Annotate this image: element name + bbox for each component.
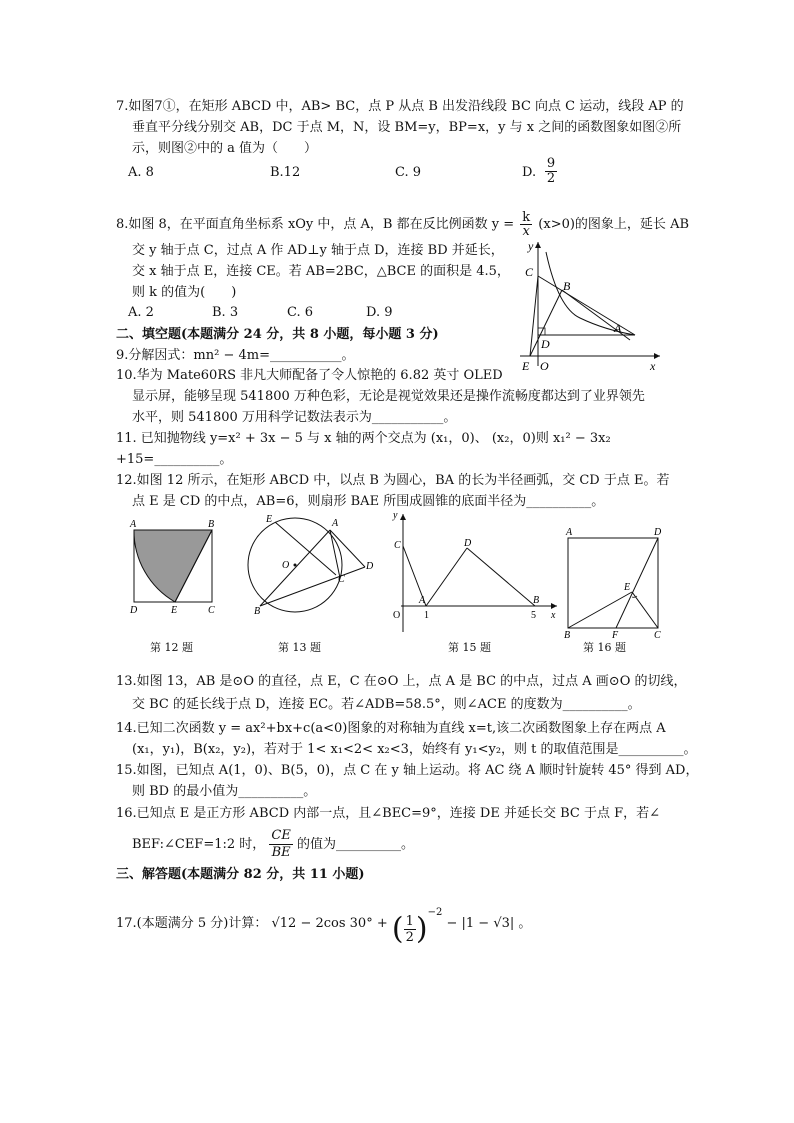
figure-13 — [240, 510, 380, 620]
q7-line-3: 示，则图②中的 a 值为（ ） — [132, 141, 318, 156]
q7-d-numerator: 9 — [546, 156, 556, 171]
q17-prefix: 17.(本题满分 5 分)计算： — [116, 916, 268, 931]
svg-text:C: C — [208, 605, 215, 616]
q7-line-2: 垂直平分线分别交 AB，DC 于点 M，N，设 BM=y，BP=x，y 与 x 之间的函数图象如图②所 — [132, 120, 682, 135]
svg-text:O: O — [282, 560, 290, 571]
figure-8 — [510, 238, 670, 373]
fig8-label-b: B — [563, 279, 571, 293]
q12-line-2: 点 E 是 CD 的中点，AB=6，则扇形 BAE 所围成圆锥的底面半径为__________。 — [132, 494, 605, 509]
q13-line-1: 13.如图 13，AB 是⊙O 的直径，点 E，C 在⊙O 上，点 A 是 BC 的中点，过点 A 画⊙O 的切线， — [116, 674, 687, 689]
fig8-label-a: A — [614, 321, 622, 335]
q8-line-4: 则 k 的值为( ) — [132, 285, 237, 300]
q8-fraction — [520, 211, 532, 238]
q7-line-1: 7.如图7①，在矩形 ABCD 中，AB> BC，点 P 从点 B 出发沿线段 BC 向点 C 运动，线段 AP 的 — [116, 99, 684, 114]
q8-option-d: D. 9 — [366, 305, 393, 320]
svg-text:B: B — [564, 630, 571, 639]
svg-text:A: A — [566, 527, 573, 538]
q17-paren-fraction: ( $\frac{1}{2}$ )$^{-2}$ — [391, 907, 443, 947]
svg-text:D: D — [464, 538, 472, 549]
svg-text:E: E — [171, 605, 178, 616]
q10-line-2: 显示屏，能够呈现 541800 万种色彩，无论是视觉效果还是操作流畅度都达到了业界领先 — [132, 389, 645, 404]
q8-line-2: 交 y 轴于点 C，过点 A 作 AD⊥y 轴于点 D，连接 BD 并延长， — [132, 243, 504, 258]
svg-text:F: F — [612, 630, 619, 639]
q8-line-1 — [116, 211, 689, 238]
fig8-label-c: C — [525, 265, 534, 279]
figure-15 — [385, 510, 565, 635]
q17-expr-1: √12 − 2cos 30° + — [271, 916, 388, 931]
svg-text:A: A — [419, 595, 426, 606]
svg-text:A: A — [332, 518, 339, 529]
q10-line-1: 10.华为 Mate60RS 非凡大师配备了令人惊艳的 6.82 英寸 OLED — [116, 368, 503, 383]
q16-line-2-a: BEF:∠CEF=1:2 时， — [132, 837, 266, 852]
q12-line-1: 12.如图 12 所示，在矩形 ABCD 中，以点 B 为圆心，BA 的长为半径画弧，交 CD 于点 E。若 — [116, 473, 670, 488]
caption-fig-12: 第 12 题 — [150, 641, 193, 654]
q15-line-1: 15.如图，已知点 A(1，0)、B(5，0)，点 C 在 y 轴上运动。将 AC 绕 A 顺时针旋转 45° 得到 AD， — [116, 763, 699, 778]
svg-text:C: C — [338, 574, 345, 585]
q15-line-2: 则 BD 的最小值为__________。 — [132, 784, 317, 799]
q7-option-d: D. — [522, 165, 537, 180]
q8-option-c: C. 6 — [287, 305, 314, 320]
q7-option-c: C. 9 — [395, 165, 422, 180]
svg-text:1: 1 — [424, 610, 429, 621]
svg-text:B: B — [533, 595, 540, 606]
q17-exponent: −2 — [427, 907, 443, 918]
q7-d-denominator: 2 — [546, 171, 556, 186]
q8-option-b: B. 3 — [212, 305, 239, 320]
svg-text:E: E — [266, 514, 273, 525]
q8-option-a: A. 2 — [128, 305, 154, 320]
section-3-title: 三、解答题(本题满分 82 分，共 11 小题) — [116, 867, 365, 882]
q11-line-1: 11. 已知抛物线 y=x² + 3x − 5 与 x 轴的两个交点为 (x₁，0)、 (x₂，0)则 x₁² − 3x₂ — [116, 431, 611, 446]
fig8-label-d: D — [541, 337, 550, 351]
q16-line-2-b: 的值为__________。 — [297, 837, 415, 852]
caption-fig-16: 第 16 题 — [583, 641, 626, 654]
q17-line — [116, 902, 531, 945]
svg-text:C: C — [654, 630, 661, 639]
figure-16 — [562, 524, 667, 639]
q16-line-1: 16.已知点 E 是正方形 ABCD 内部一点，且∠BEC=9°，连接 DE 并延长交 BC 于点 F，若∠ — [116, 806, 661, 821]
q11-line-2: +15=__________。 — [116, 452, 233, 467]
svg-text:B: B — [208, 519, 215, 530]
q8-frac-num: k — [522, 210, 531, 225]
q14-line-2: (x₁，y₁)，B(x₂，y₂)，若对于 1< x₁<2< x₂<3，始终有 y₁<y₂，则 t 的取值范围是__________。 — [132, 742, 697, 757]
fig8-label-o: O — [540, 359, 549, 373]
svg-text:E: E — [624, 582, 631, 593]
caption-fig-13: 第 13 题 — [278, 641, 321, 654]
q7-option-b: B.12 — [270, 165, 301, 180]
q14-line-1: 14.已知二次函数 y = ax²+bx+c(a<0)图象的对称轴为直线 x=t,该二次函数图象上存在两点 A — [116, 721, 666, 736]
q8-frac-den: x — [522, 224, 530, 239]
svg-text:C: C — [394, 540, 401, 551]
q7-option-d-fraction — [545, 157, 557, 186]
q7-option-a: A. 8 — [128, 165, 154, 180]
q8-line-1-a: 8.如图 8，在平面直角坐标系 xOy 中，点 A，B 都在反比例函数 y = — [116, 217, 515, 232]
svg-text:A: A — [130, 519, 137, 530]
fig8-label-e: E — [522, 359, 530, 373]
svg-text:y: y — [393, 510, 398, 521]
q10-line-3: 水平，则 541800 万用科学记数法表示为___________。 — [132, 410, 457, 425]
fig8-label-y: y — [528, 239, 534, 253]
svg-text:D: D — [130, 605, 138, 616]
q17-expr-2: − |1 − √3| — [446, 916, 515, 931]
q13-line-2: 交 BC 的延长线于点 D，连接 EC。若∠ADB=58.5°，则∠ACE 的度数为__________。 — [132, 697, 641, 712]
caption-fig-15: 第 15 题 — [448, 641, 491, 654]
q16-fraction — [269, 828, 292, 861]
q17-frac-num: 1 — [405, 914, 414, 929]
section-2-title: 二、填空题(本题满分 24 分，共 8 小题，每小题 3 分) — [116, 327, 439, 342]
q16-frac-num: CE — [271, 828, 291, 843]
q17-frac-den: 2 — [405, 930, 414, 945]
svg-text:B: B — [254, 606, 261, 617]
figure-12 — [126, 518, 226, 618]
q16-frac-den: BE — [271, 845, 291, 860]
q9-line: 9.分解因式：mn² − 4m=___________。 — [116, 348, 355, 363]
svg-text:D: D — [366, 561, 374, 572]
svg-text:D: D — [654, 527, 662, 538]
q17-end: 。 — [518, 916, 532, 931]
q8-line-1-b: (x>0)的图象上，延长 AB — [538, 217, 690, 232]
q16-line-2 — [132, 828, 414, 861]
fig8-label-x: x — [650, 359, 656, 373]
svg-text:x: x — [551, 610, 556, 621]
svg-text:5: 5 — [531, 610, 536, 621]
q8-line-3: 交 x 轴于点 E，连接 CE。若 AB=2BC，△BCE 的面积是 4.5， — [132, 264, 510, 279]
svg-text:O: O — [393, 610, 401, 621]
